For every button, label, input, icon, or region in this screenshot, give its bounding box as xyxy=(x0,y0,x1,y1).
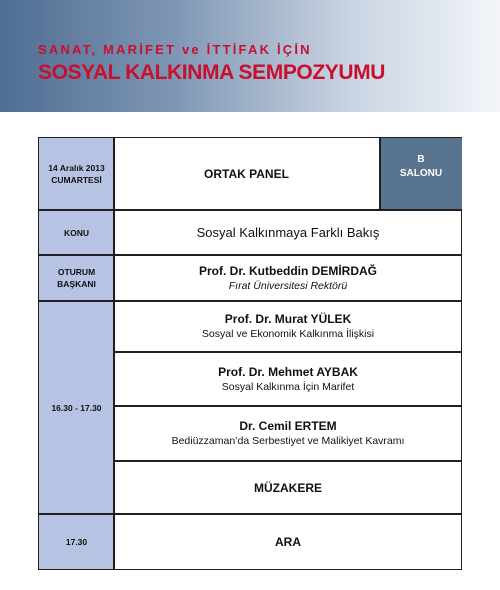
date-text: 14 Aralık 2013 xyxy=(48,163,105,173)
row-divider xyxy=(39,513,462,515)
program-table xyxy=(38,137,462,570)
header-banner xyxy=(0,0,500,112)
discussion-cell xyxy=(114,461,462,514)
row-divider xyxy=(39,209,462,211)
session-time-cell xyxy=(39,301,114,514)
speaker-talk-title: Sosyal Kalkınma İçin Marifet xyxy=(221,380,355,393)
salon-letter: B xyxy=(417,154,425,165)
speaker-row xyxy=(114,352,462,406)
row-divider xyxy=(114,351,462,353)
topic-cell xyxy=(114,210,462,255)
discussion-label: MÜZAKERE xyxy=(254,480,322,495)
break-cell xyxy=(114,514,462,569)
day-text: CUMARTESİ xyxy=(51,175,102,185)
speaker-talk-title: Sosyal ve Ekonomik Kalkınma İlişkisi xyxy=(201,328,375,340)
speaker-name: Dr. Cemil ERTEM xyxy=(239,419,337,433)
session-time: 16.30 - 17.30 xyxy=(51,402,102,413)
topic-label-cell xyxy=(39,210,114,255)
row-divider xyxy=(39,300,462,302)
speaker-row xyxy=(114,406,462,461)
topic-text: Sosyal Kalkınmaya Farklı Bakış xyxy=(196,225,380,240)
speaker-name: Prof. Dr. Mehmet AYBAK xyxy=(218,364,358,379)
date-cell xyxy=(39,138,114,210)
salon-cell xyxy=(380,138,462,210)
speaker-name: Prof. Dr. Murat YÜLEK xyxy=(224,312,352,326)
speaker-row xyxy=(114,301,462,352)
symposium-title: SOSYAL KALKINMA SEMPOZYUMU xyxy=(38,61,386,84)
break-time-cell xyxy=(39,514,114,569)
chair-label-line2: BAŞKANI xyxy=(57,279,96,289)
chair-label-cell xyxy=(39,255,114,301)
salon-label: SALONU xyxy=(399,168,443,179)
break-label: ARA xyxy=(275,534,301,549)
symposium-kicker: SANAT, MARİFET ve İTTİFAK İÇİN xyxy=(38,42,312,57)
speaker-talk-title: Bediüzzaman’da Serbestiyet ve Malikiyet Kavramı xyxy=(171,435,405,447)
chair-cell xyxy=(114,255,462,301)
row-divider xyxy=(39,254,462,256)
break-time: 17.30 xyxy=(65,536,88,547)
panel-title: ORTAK PANEL xyxy=(204,167,289,181)
row-divider xyxy=(114,405,462,407)
column-divider xyxy=(113,138,115,569)
chair-label-line1: OTURUM xyxy=(57,267,96,277)
panel-title-cell xyxy=(114,138,379,210)
chair-name: Prof. Dr. Kutbeddin DEMİRDAĞ xyxy=(199,263,377,278)
chair-affiliation: Fırat Üniversitesi Rektörü xyxy=(228,279,348,292)
row-divider xyxy=(114,460,462,462)
column-divider xyxy=(379,138,381,210)
topic-label: KONU xyxy=(63,227,90,238)
